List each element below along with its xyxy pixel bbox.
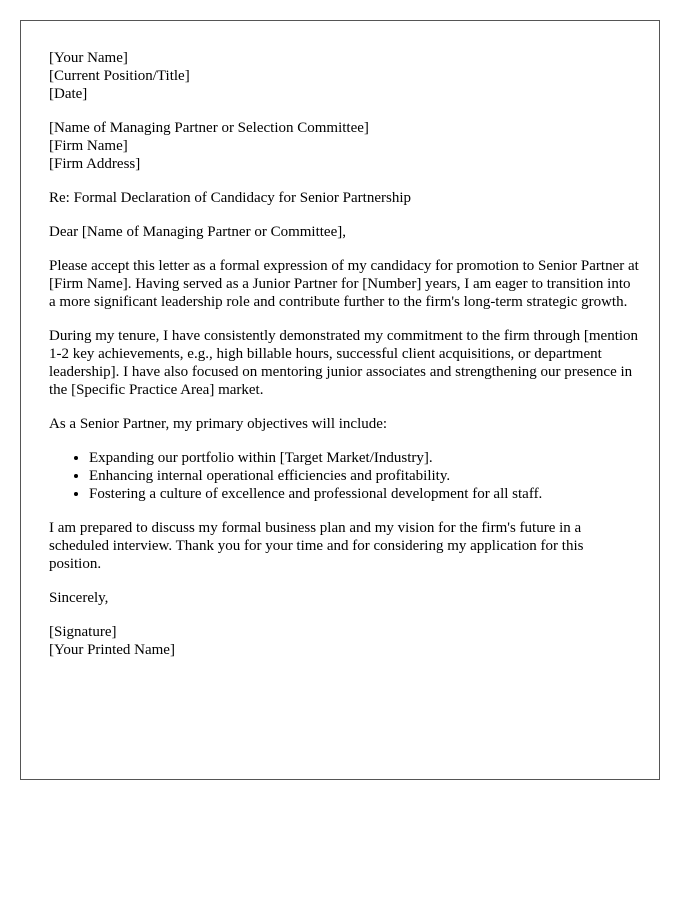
subject-line: Re: Formal Declaration of Candidacy for Senior Partnership xyxy=(49,190,411,206)
paragraph-objectives-intro: As a Senior Partner, my primary objectives will include: xyxy=(49,416,388,432)
letter-date: [Date] xyxy=(49,86,88,102)
paragraph-achievements: During my tenure, I have consistently demonstrated my commitment to the firm through [mention 1-2 key achievements, e.g., high billable hours, successful client acquisitions, or department leadership]. I have also focused on mentoring junior associates and strengthening our presence in the [Specific Practice Area] market. xyxy=(49,328,639,398)
objectives-list xyxy=(49,449,639,503)
list-item: • Expanding our portfolio within [Target Market/Industry]. xyxy=(89,449,639,467)
sender-block xyxy=(49,49,639,103)
recipient-block xyxy=(49,119,639,173)
signoff: Sincerely, xyxy=(49,590,109,606)
printed-name: [Your Printed Name] xyxy=(49,642,175,658)
recipient-address: [Firm Address] xyxy=(49,156,141,172)
salutation: Dear [Name of Managing Partner or Committee], xyxy=(49,224,346,240)
recipient-firm: [Firm Name] xyxy=(49,138,128,154)
signature: [Signature] xyxy=(49,624,117,640)
letter-body xyxy=(49,49,639,675)
sender-position: [Current Position/Title] xyxy=(49,68,190,84)
recipient-name: [Name of Managing Partner or Selection Committee] xyxy=(49,120,369,136)
list-item: • Enhancing internal operational efficiencies and profitability. xyxy=(89,467,639,485)
paragraph-closing: I am prepared to discuss my formal business plan and my vision for the firm's future in a scheduled interview. Thank you for your time and for considering my application for this position. xyxy=(49,520,584,572)
signature-block xyxy=(49,623,639,659)
list-item: • Fostering a culture of excellence and professional development for all staff. xyxy=(89,485,639,503)
paragraph-intro: Please accept this letter as a formal expression of my candidacy for promotion to Senior Partner at [Firm Name]. Having served as a Junior Partner for [Number] years, I am eager to transition into a more significant leadership role and contribute further to the firm's long-term strategic growth. xyxy=(49,258,639,310)
letter-page xyxy=(20,20,660,780)
sender-name: [Your Name] xyxy=(49,50,128,66)
